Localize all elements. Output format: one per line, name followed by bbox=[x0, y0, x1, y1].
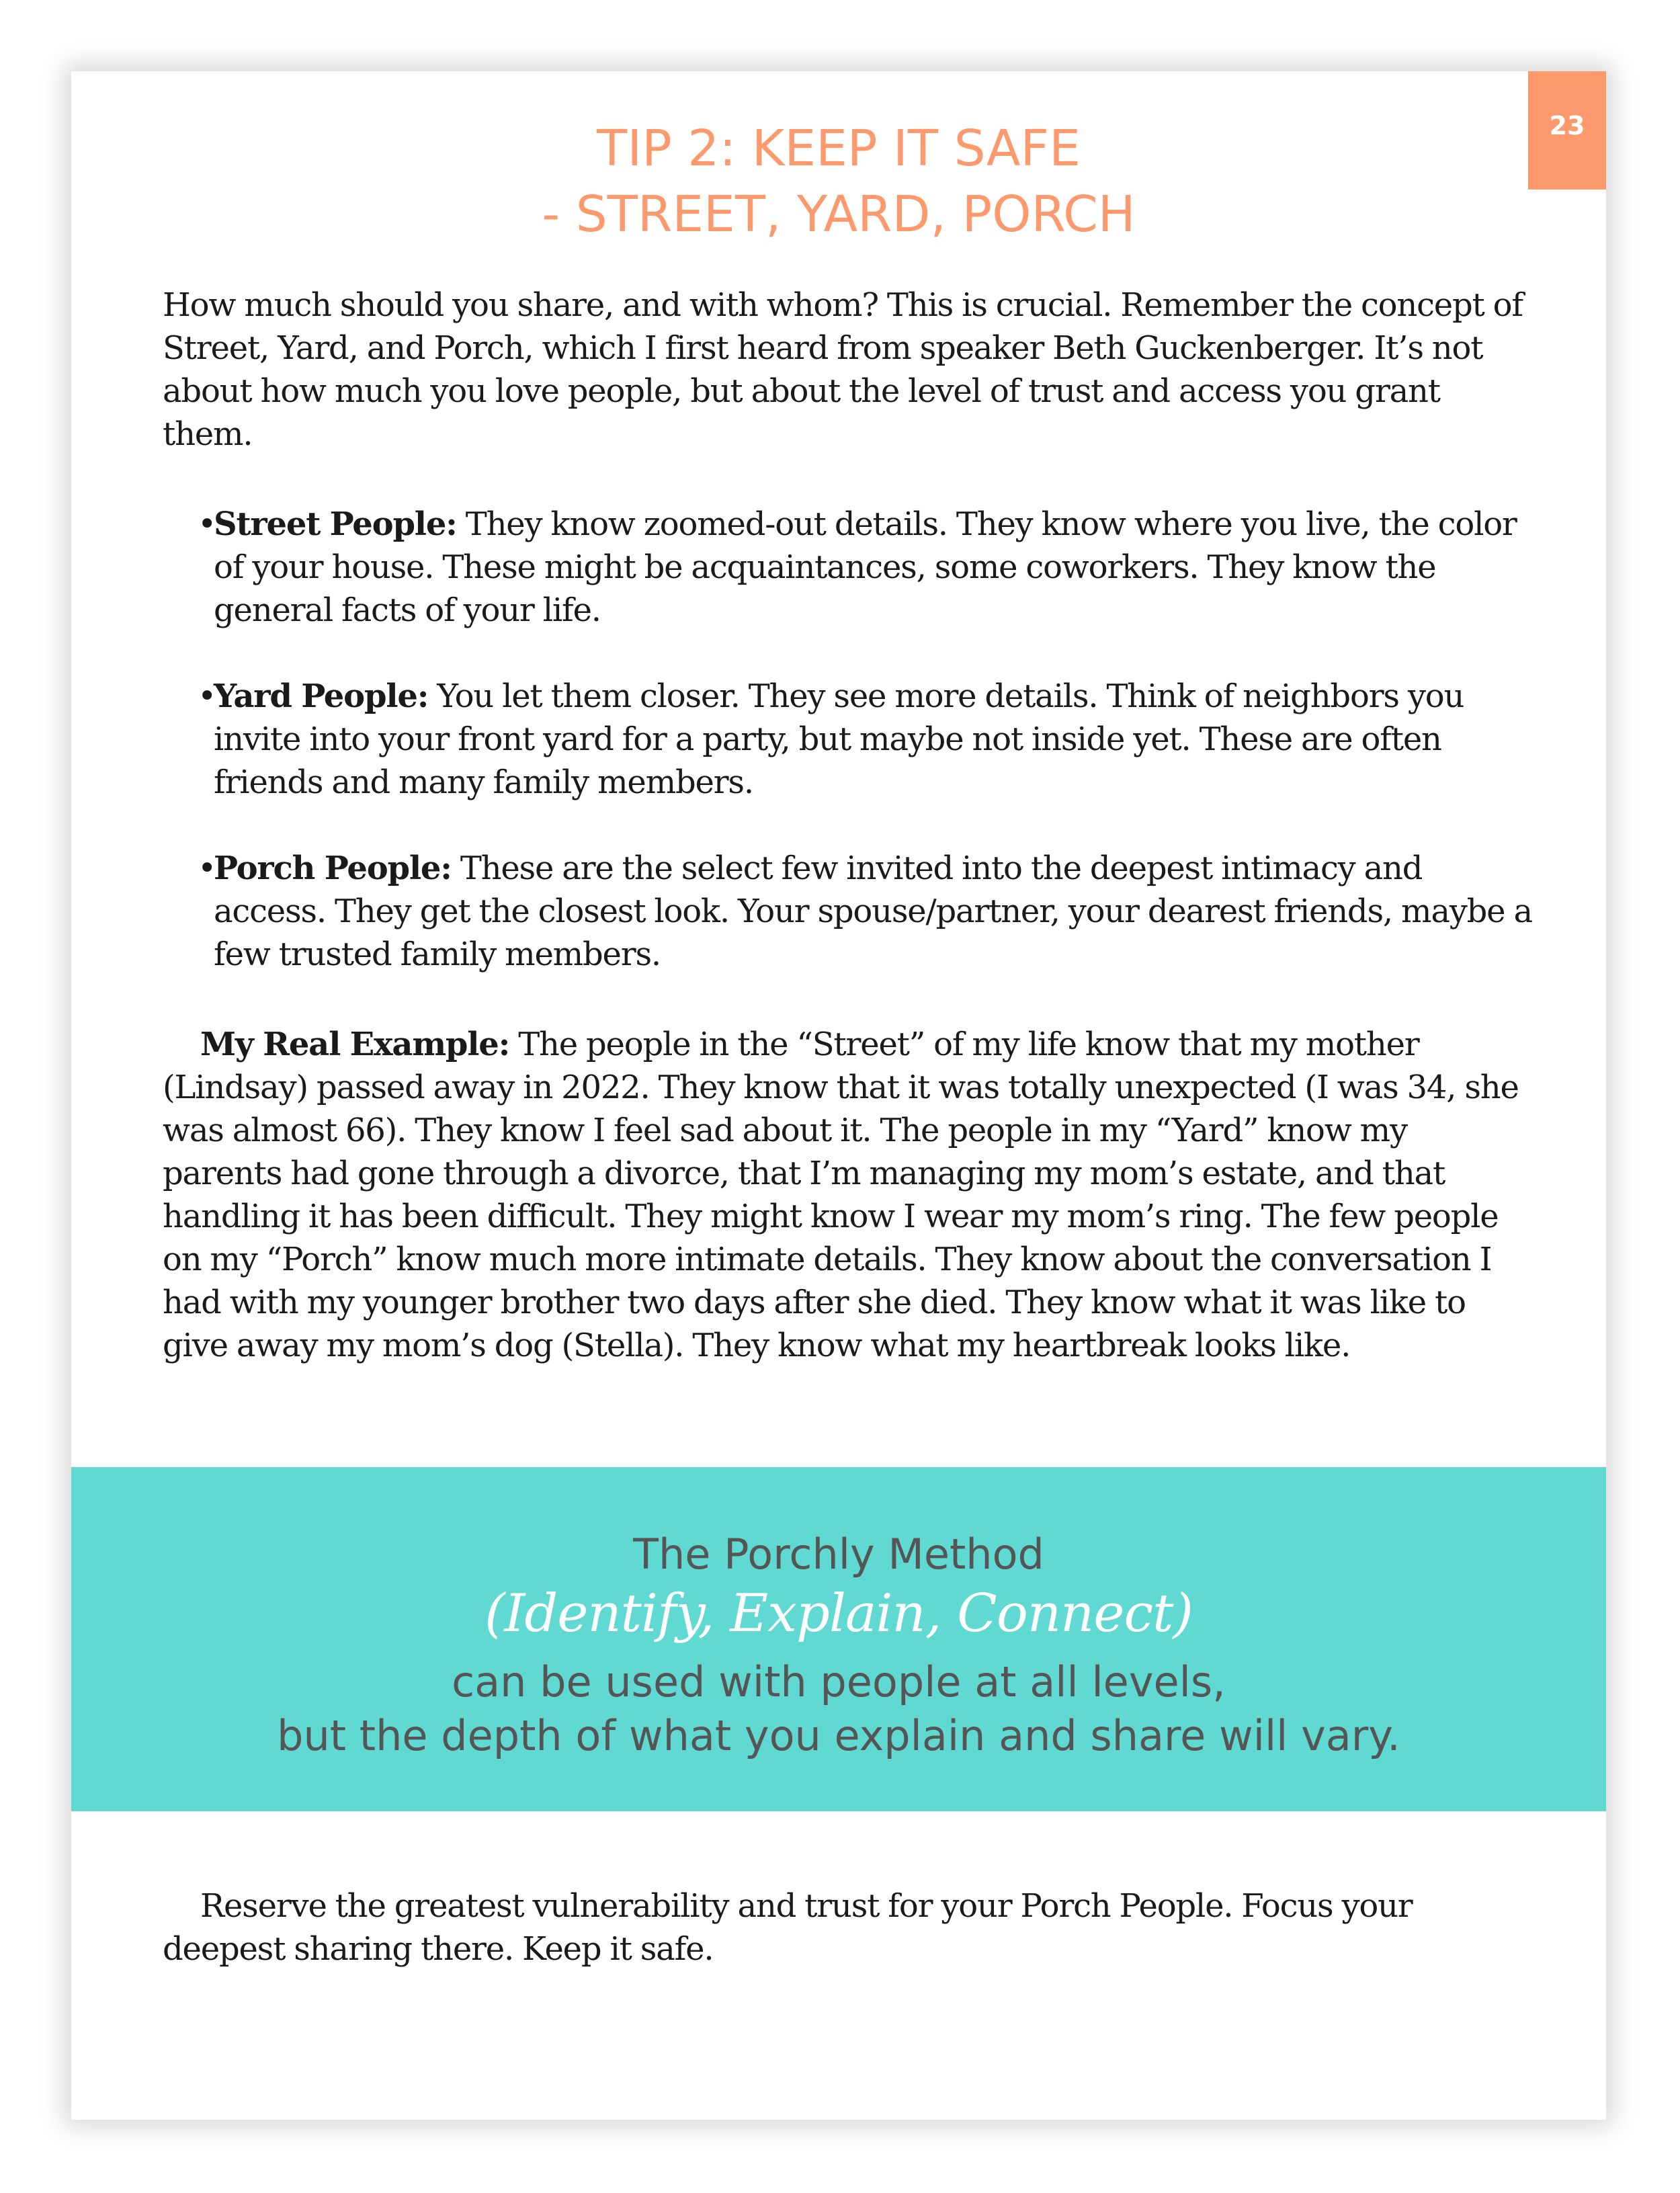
bullet-list bbox=[198, 503, 1542, 1019]
callout-banner bbox=[71, 1467, 1606, 1811]
bullet-term: Yard People: bbox=[214, 677, 429, 715]
bullet-dot: • bbox=[198, 850, 216, 887]
bullet-dot: • bbox=[198, 677, 216, 715]
bullet-term: Porch People: bbox=[214, 850, 452, 887]
example-label: My Real Example: bbox=[200, 1026, 510, 1063]
callout-subheading: (Identify, Explain, Connect) bbox=[485, 1583, 1193, 1644]
intro-paragraph: How much should you share, and with whom? This is crucial. Remember the concept of Street, Yard, and Porch, which I first heard from speaker Beth Guckenberger. It’s not about how much you love people, but about the level of trust and access you grant them. bbox=[163, 286, 1523, 453]
callout-body-line-1: can be used with people at all levels, bbox=[452, 1657, 1226, 1706]
bullet-text: You let them closer. They see more details. Think of neighbors you invite into your front yard for a party, but maybe not inside yet. These are often friends and many family members. bbox=[214, 677, 1464, 801]
example-paragraph bbox=[163, 1023, 1534, 1367]
callout-body-line-2: but the depth of what you explain and share will vary. bbox=[277, 1711, 1400, 1760]
closing-paragraph: Reserve the greatest vulnerability and trust for your Porch People. Focus your deepest sharing there. Keep it safe. bbox=[163, 1887, 1413, 1968]
bullet-text: They know zoomed-out details. They know where you live, the color of your house. These might be acquaintances, some coworkers. They know the general facts of your life. bbox=[214, 505, 1517, 629]
example-text: The people in the “Street” of my life know that my mother (Lindsay) passed away in 2022. They know that it was totally unexpected (I was 34, she was almost 66). They know I feel sad about it. The people in my “Yard” know my parents had gone through a divorce, that I’m managing my mom’s estate, and that handling it has been difficult. They might know I wear my mom’s ring. The few people on my “Porch” know much more intimate details. They know about the conversation I had with my younger brother two days after she died. They know what it was like to give away my mom’s dog (Stella). They know what my heartbreak looks like. bbox=[163, 1026, 1519, 1364]
title-line-2: - STREET, YARD, PORCH bbox=[542, 185, 1136, 243]
bullet-term: Street People: bbox=[214, 505, 457, 543]
callout-heading: The Porchly Method bbox=[633, 1530, 1044, 1579]
bullet-item-street bbox=[198, 503, 1542, 632]
callout-body bbox=[71, 1655, 1606, 1763]
bullet-dot: • bbox=[198, 505, 216, 543]
bullet-text: These are the select few invited into the deepest intimacy and access. They get the closest look. Your spouse/partner, your dearest friends, maybe a few trusted family members. bbox=[214, 850, 1532, 973]
title-line-1: TIP 2: KEEP IT SAFE bbox=[597, 120, 1081, 177]
bullet-item-porch bbox=[198, 847, 1542, 976]
page-number: 23 bbox=[1549, 111, 1585, 140]
page-title bbox=[71, 116, 1606, 247]
bullet-item-yard bbox=[198, 675, 1542, 804]
document-page bbox=[71, 71, 1606, 2120]
